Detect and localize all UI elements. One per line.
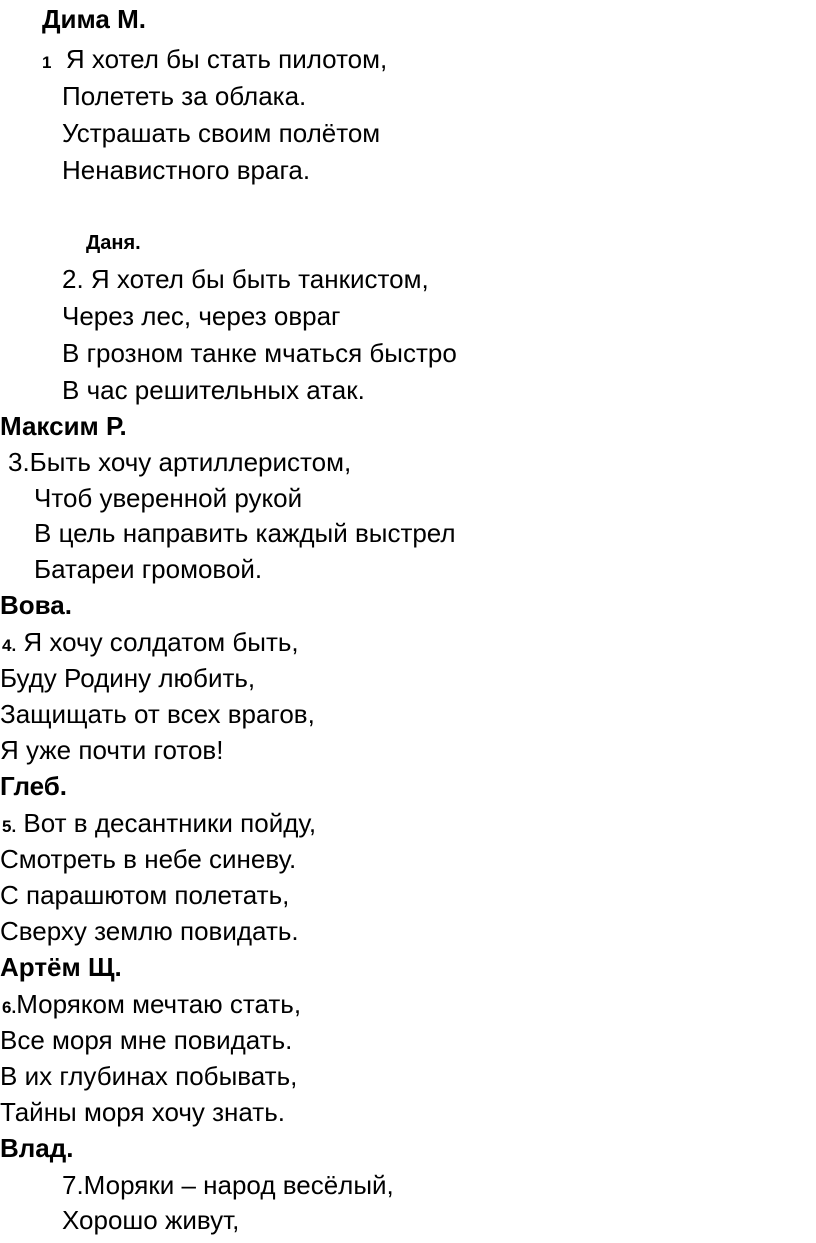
poem-line-text: Моряком мечтаю стать, — [16, 989, 302, 1019]
poem-line: Сверху землю повидать. — [0, 916, 299, 946]
speaker-name: Глеб. — [0, 771, 68, 801]
speaker-name: Влад. — [0, 1133, 74, 1163]
poem-line: Тайны моря хочу знать. — [0, 1097, 285, 1127]
poem-line: Я уже почти готов! — [0, 735, 224, 765]
stanza-number: 6. — [2, 998, 17, 1017]
speaker-name: Даня. — [86, 232, 141, 254]
poem-line — [2, 627, 299, 661]
poem-line-text: Я хочу солдатом быть, — [23, 627, 299, 657]
poem-line: Ненавистного врага. — [62, 155, 311, 185]
poem-line: Смотреть в небе синеву. — [0, 844, 297, 874]
poem-line — [2, 808, 316, 842]
poem-line: В цель направить каждый выстрел — [34, 518, 456, 548]
poem-line: 3.Быть хочу артиллеристом, — [8, 447, 352, 477]
poem-line: 7.Моряки – народ весёлый, — [62, 1170, 394, 1200]
poem-line: Все моря мне повидать. — [0, 1025, 293, 1055]
speaker-name: Вова. — [0, 590, 72, 620]
poem-line: Чтоб уверенной рукой — [34, 483, 303, 513]
poem-line: В грозном танке мчаться быстро — [62, 338, 457, 368]
poem-line: Через лес, через овраг — [62, 301, 341, 331]
poem-line: В их глубинах побывать, — [0, 1061, 298, 1091]
poem-line: Хорошо живут, — [62, 1205, 240, 1235]
poem-line: С парашютом полетать, — [0, 880, 290, 910]
stanza-number: 1 — [42, 53, 52, 72]
speaker-name: Дима М. — [42, 4, 146, 34]
poem-line: 2. Я хотел бы быть танкистом, — [62, 264, 429, 294]
poem-line: В час решительных атак. — [62, 375, 365, 405]
poem-line: Полететь за облака. — [62, 81, 307, 111]
poem-line: Батареи громовой. — [34, 554, 263, 584]
speaker-name: Артём Щ. — [0, 952, 122, 982]
poem-line: Защищать от всех врагов, — [0, 699, 315, 729]
poem-line-text: Я хотел бы стать пилотом, — [65, 44, 388, 74]
speaker-name: Максим Р. — [0, 411, 127, 441]
poem-line — [2, 989, 301, 1023]
poem-line: Буду Родину любить, — [0, 663, 256, 693]
stanza-number: 5. — [2, 817, 17, 836]
stanza-number: 4. — [2, 636, 17, 655]
poem-line: Устрашать своим полётом — [62, 118, 381, 148]
poem-line — [42, 44, 387, 78]
poem-line-text: Вот в десантники пойду, — [23, 808, 317, 838]
